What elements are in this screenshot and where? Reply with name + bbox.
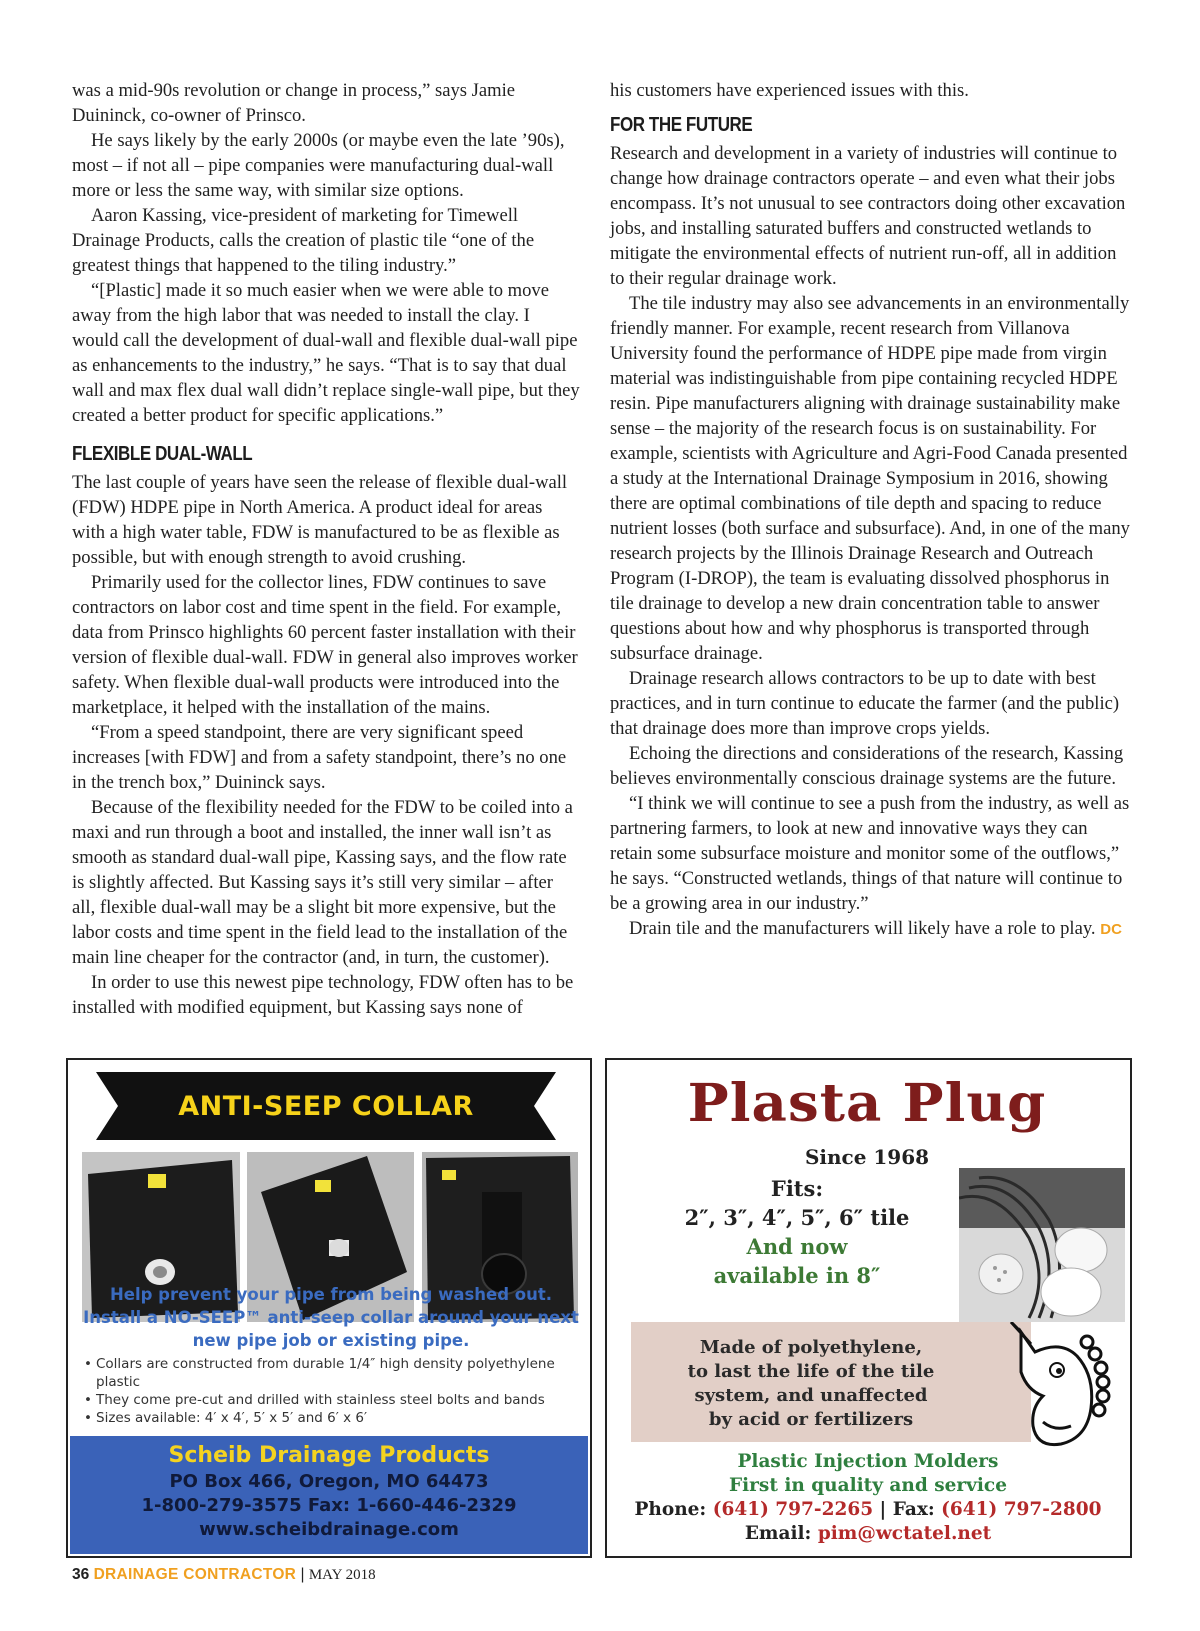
anti-seep-collar-ad (66, 1058, 592, 1558)
company-name: Scheib Drainage Products (168, 1443, 490, 1468)
now-line: And now (746, 1234, 848, 1259)
paragraph-text: The last couple of years have seen the release of flexible dual-wall (FDW) HDPE pipe in North America. A product ideal for areas with a high water table, FDW is manufactured to be as flexible as possible, but with enough strength to avoid crushing. (72, 472, 568, 568)
material-line: by acid or fertilizers (708, 1409, 914, 1430)
paragraph-text: Primarily used for the collector lines, FDW continues to save contractors on labor cost and time spent in the field. For example, data from Prinsco highlights 60 percent faster installation with their version of flexible dual-wall. FDW in general also improves worker safety. When flexible dual-wall products were introduced into the marketplace, it helped with the installation of the mains. (72, 572, 578, 718)
material-description (631, 1336, 991, 1432)
email-line (607, 1522, 1129, 1546)
molders-line: Plastic Injection Molders (737, 1451, 999, 1472)
section-heading (610, 113, 1052, 137)
feature-item: • Sizes available: 4′ x 4′, 5′ x 5′ and 6′ x 6′ (82, 1409, 582, 1427)
company-footer (70, 1436, 588, 1554)
phone-fax-line (607, 1498, 1129, 1522)
paragraph-text: “From a speed standpoint, there are very significant speed increases [with FDW] and from a safety standpoint, there’s no one in the trench box,” Duininck says. (72, 722, 567, 793)
body-paragraph (72, 78, 580, 128)
body-paragraph (72, 795, 580, 970)
phone-label: Phone: (634, 1499, 707, 1520)
email-label: Email: (744, 1523, 812, 1544)
paragraph-text: Echoing the directions and considerations of the research, Kassing believes environmentally conscious drainage systems are the future. (610, 743, 1124, 789)
body-paragraph (72, 720, 580, 795)
body-paragraph (610, 741, 1130, 791)
company-phone-fax: 1-800-279-3575 Fax: 1-660-446-2329 (141, 1495, 517, 1516)
tile-sizes: 2″, 3″, 4″, 5″, 6″ tile (684, 1205, 910, 1230)
material-line: system, and unaffected (694, 1385, 928, 1406)
fits-sizes (637, 1174, 957, 1290)
end-mark: DC (1100, 921, 1122, 938)
page-footer (72, 1566, 376, 1584)
paragraph-text: Research and development in a variety of industries will continue to change how drainage contractors operate – and even what their jobs encompass. It’s not unusual to see contractors doing other excavation jobs, and installing saturated buffers and constructed wetlands to mitigate the environmental effects of nutrient run-off, all in addition to their regular drainage work. (610, 143, 1126, 289)
paragraph-text: Drainage research allows contractors to be up to date with best practices, and in turn continue to educate the farmer (and the public) that drainage does more than improve crops yields. (610, 668, 1120, 739)
body-paragraph (72, 203, 580, 278)
issue-date: MAY 2018 (308, 1567, 376, 1583)
fax-label: Fax: (892, 1499, 935, 1520)
paragraph-text: Aaron Kassing, vice-president of marketing for Timewell Drainage Products, calls the creation of plastic tile “one of the greatest things that happened to the tiling industry.” (72, 205, 535, 276)
body-paragraph (610, 791, 1130, 916)
footer-separator: | (300, 1566, 305, 1583)
email-address[interactable]: pim@wctatel.net (817, 1523, 992, 1544)
paragraph-text: Drain tile and the manufacturers will likely have a role to play. (629, 918, 1096, 939)
phone-number[interactable]: (641) 797-2265 (712, 1499, 874, 1520)
contact-block (607, 1450, 1129, 1546)
since-year: Since 1968 (804, 1145, 930, 1169)
paragraph-text: FOR THE FUTURE (610, 114, 753, 136)
separator: | (879, 1499, 893, 1520)
ad-headline (76, 1283, 586, 1352)
fits-label: Fits: (770, 1176, 824, 1201)
body-paragraph (72, 278, 580, 428)
body-paragraph (610, 141, 1130, 291)
paragraph-text: Because of the flexibility needed for the FDW to be coiled into a maxi and run through a boot and installed, the inner wall isn’t as smooth as standard dual-wall pipe, Kassing says, and the flow rate is slightly affected. But Kassing says it’s still very similar – after all, flexible dual-wall may be a slight bit more expensive, but the labor costs and time spent in the field lead to the installation of the main line cheaper for the contractor (and, in turn, the customer). (72, 797, 573, 968)
now-line: available in 8″ (713, 1263, 881, 1288)
page-number: 36 (72, 1566, 90, 1583)
body-paragraph (72, 128, 580, 203)
body-paragraph (72, 470, 580, 570)
quality-line: First in quality and service (729, 1475, 1007, 1496)
body-paragraph (610, 666, 1130, 741)
ad-banner-title: ANTI-SEEP COLLAR (178, 1090, 474, 1122)
magazine-name: DRAINAGE CONTRACTOR (93, 1566, 297, 1583)
paragraph-text: was a mid-90s revolution or change in process,” says Jamie Duininck, co-owner of Prinsco. (72, 80, 516, 126)
body-paragraph (72, 570, 580, 720)
paragraph-text: “I think we will continue to see a push from the industry, as well as partnering farmers, to look at new and innovative ways they can retain some subsurface moisture and monitor some of the outflows,” he says. “Constructed wetlands, things of that nature will continue to be a growing area in our industry.” (610, 793, 1130, 914)
paragraph-text: The tile industry may also see advancements in an environmentally friendly manner. For example, recent research from Villanova University found the performance of HDPE pipe made from virgin material was indistinguishable from pipe containing recycled HDPE resin. Pipe manufacturers aligning with drainage sustainability make sense – the majority of the research focus is on sustainability. For example, scientists with Agriculture and Agri-Food Canada presented a study at the International Drainage Symposium in 2016, showing there are optimal combinations of tile depth and spacing to reduce nutrient losses (both surface and subsurface). And, in one of the many research projects by the Illinois Drainage Research and Outreach Program (I-DROP), the team is evaluating dissolved phosphorus in tile drainage to develop a new drain concentration table to answer questions about how and why phosphorus is transported through subsurface drainage. (610, 293, 1130, 664)
headline-line: Help prevent your pipe from being washed out. (109, 1285, 553, 1304)
plasta-plug-ad (605, 1058, 1132, 1558)
fax-number: (641) 797-2800 (941, 1499, 1102, 1520)
company-address: PO Box 466, Oregon, MO 64473 (169, 1471, 489, 1492)
section-heading (72, 442, 504, 466)
body-paragraph (610, 78, 1130, 103)
material-line: to last the life of the tile (687, 1361, 935, 1382)
body-paragraph (610, 291, 1130, 666)
paragraph-text: In order to use this newest pipe technology, FDW often has to be installed with modified equipment, but Kassing says none of (72, 972, 574, 1018)
feature-item: • Collars are constructed from durable 1/4″ high density polyethylene plastic (82, 1355, 582, 1391)
body-paragraph (610, 916, 1130, 942)
paragraph-text: his customers have experienced issues with this. (610, 80, 969, 101)
article-column-right (610, 78, 1130, 942)
body-paragraph (72, 970, 580, 1020)
material-line: Made of polyethylene, (699, 1337, 923, 1358)
article-column-left (72, 78, 580, 1020)
plasta-plug-logo: Plasta Plug (687, 1073, 1047, 1134)
headline-line: new pipe job or existing pipe. (192, 1331, 470, 1350)
headline-line: Install a NO-SEEP™ anti-seep collar around your next (83, 1308, 579, 1327)
paragraph-text: FLEXIBLE DUAL-WALL (72, 443, 253, 465)
paragraph-text: “[Plastic] made it so much easier when we were able to move away from the high labor that was needed to install the clay. I would call the development of dual-wall and flexible dual-wall pipe as enhancements to the industry,” he says. “That is to say that dual wall and max flex dual wall didn’t replace single-wall pipe, but they created a better product for specific applications.” (72, 280, 580, 426)
paragraph-text: He says likely by the early 2000s (or maybe even the late ’90s), most – if not all – pipe companies were manufacturing dual-wall more or less the same way, with similar size options. (72, 130, 565, 201)
plug-product-photo (959, 1168, 1125, 1322)
horse-mascot-icon (991, 1322, 1111, 1450)
feature-item: • They come pre-cut and drilled with stainless steel bolts and bands (82, 1391, 582, 1409)
feature-list (82, 1355, 582, 1427)
company-website[interactable]: www.scheibdrainage.com (199, 1519, 459, 1540)
